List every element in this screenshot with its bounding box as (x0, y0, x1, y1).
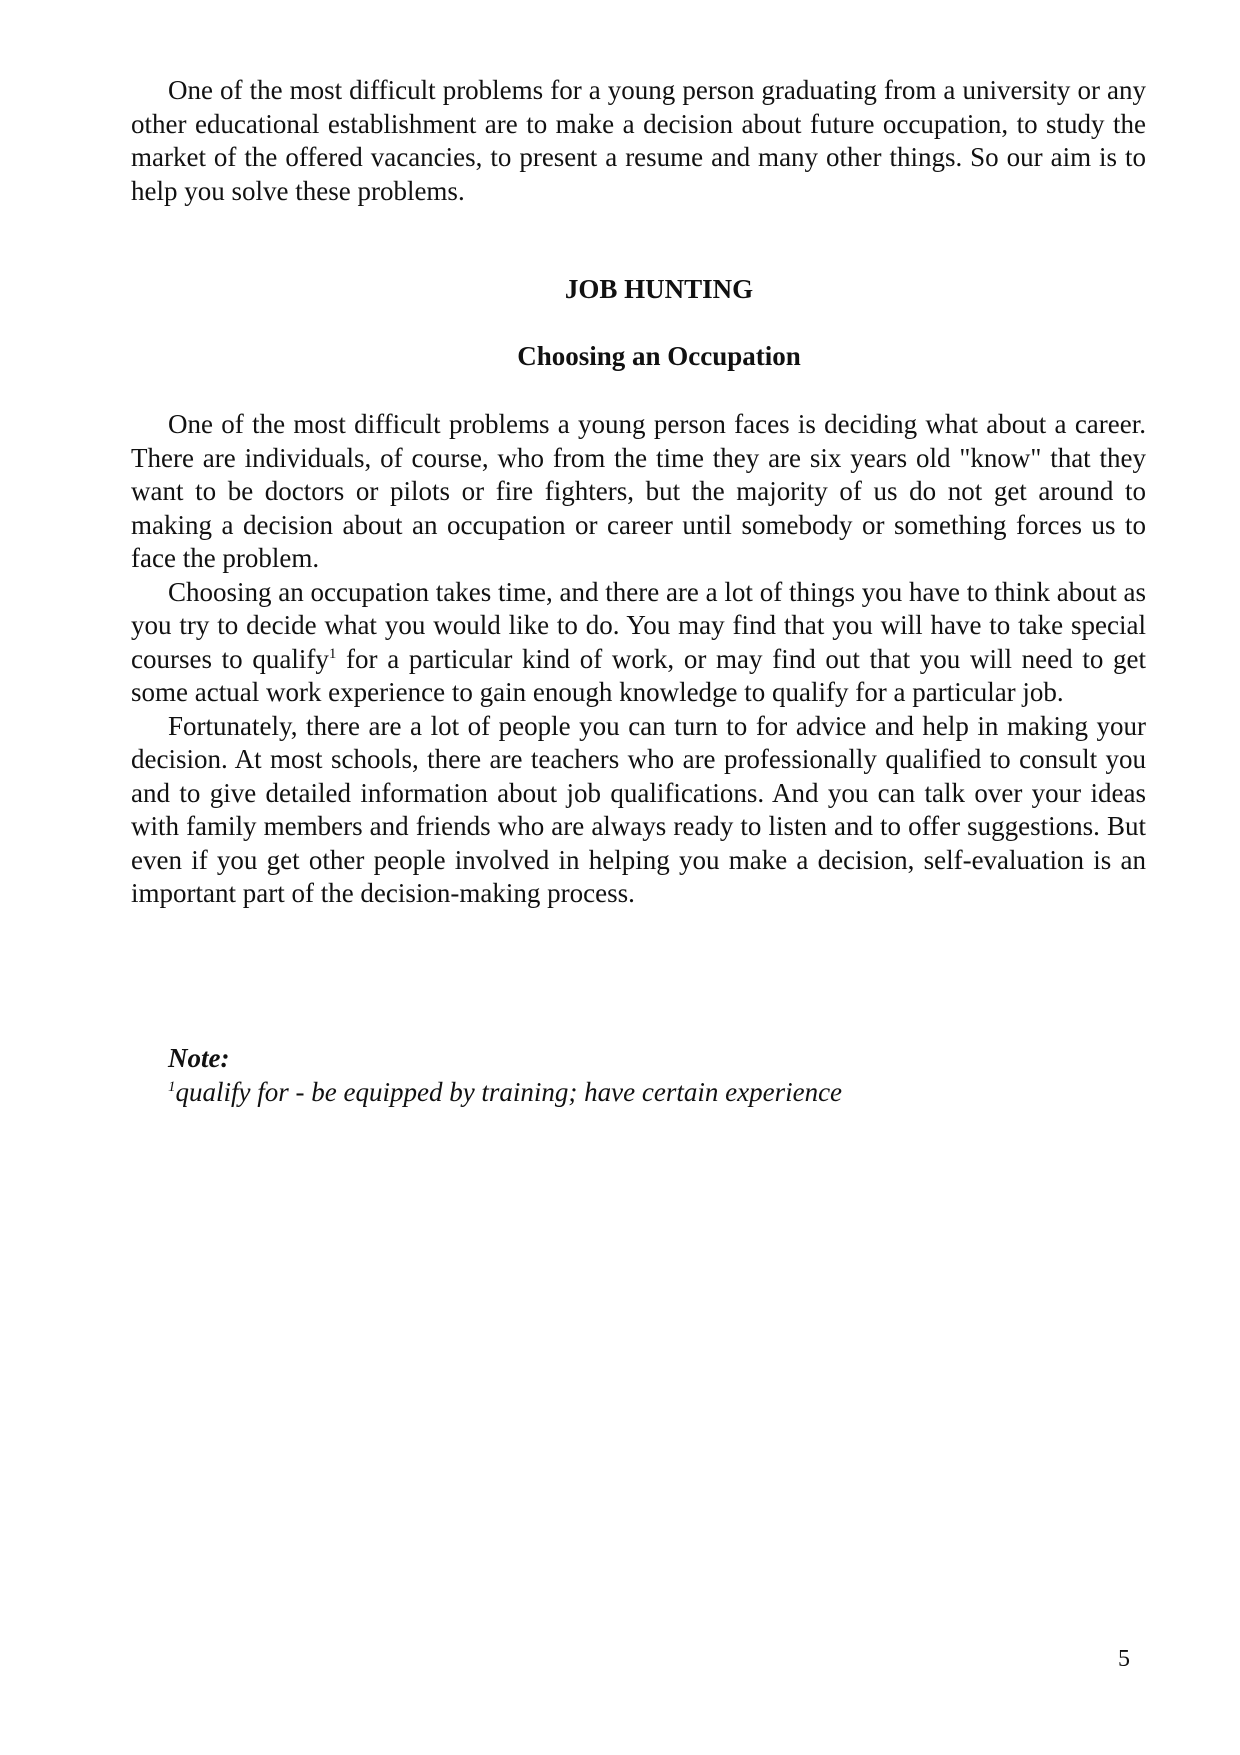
note-label: Note: (168, 1043, 230, 1073)
page-number: 5 (1118, 1646, 1130, 1672)
footnote-section (168, 1042, 842, 1109)
body-paragraph-2 (131, 576, 1146, 710)
footnote-entry (168, 1076, 842, 1110)
footnote-text: qualify for - be equipped by training; have certain experience (175, 1076, 843, 1107)
paragraph-2-text-end: for a particular kind of work, or may find out that you will need to get some actual work experience to gain enough knowledge to qualify for a particular job. (131, 643, 1146, 707)
intro-section (131, 74, 1146, 208)
body-paragraph-1: One of the most difficult problems a young person faces is deciding what about a career. There are individuals, of course, who from the time they are six years old "know" that they want to be doctors or pilots or fire fighters, but the majority of us do not get around to making a decision about an occupation or career until somebody or something forces us to face the problem. (131, 409, 1146, 573)
intro-paragraph: One of the most difficult problems for a young person graduating from a university or any other educational establishment are to make a decision about future occupation, to study the market of the offered vacancies, to present a resume and many other things. So our aim is to help you solve these problems. (131, 75, 1146, 206)
section-subtitle: Choosing an Occupation (517, 341, 801, 371)
footnote-reference: 1 (328, 645, 337, 662)
body-paragraph-3: Fortunately, there are a lot of people you can turn to for advice and help in making your decision. At most schools, there are teachers who are professionally qualified to consult you and to give detailed information about job qualifications. And you can talk over your ideas with family members and friends who are always ready to listen and to offer suggestions. But even if you get other people involved in helping you make a decision, self-evaluation is an important part of the decision-making process. (131, 710, 1146, 908)
body-section (131, 408, 1146, 911)
footnote-marker: 1 (168, 1078, 176, 1095)
paragraph-2-text-start: Choosing an occupation takes time, and there are a lot of things you have to think about as you try to decide what you would like to do. You may find that you will have to take special courses to qualify (131, 576, 1146, 674)
section-title: JOB HUNTING (564, 274, 754, 304)
